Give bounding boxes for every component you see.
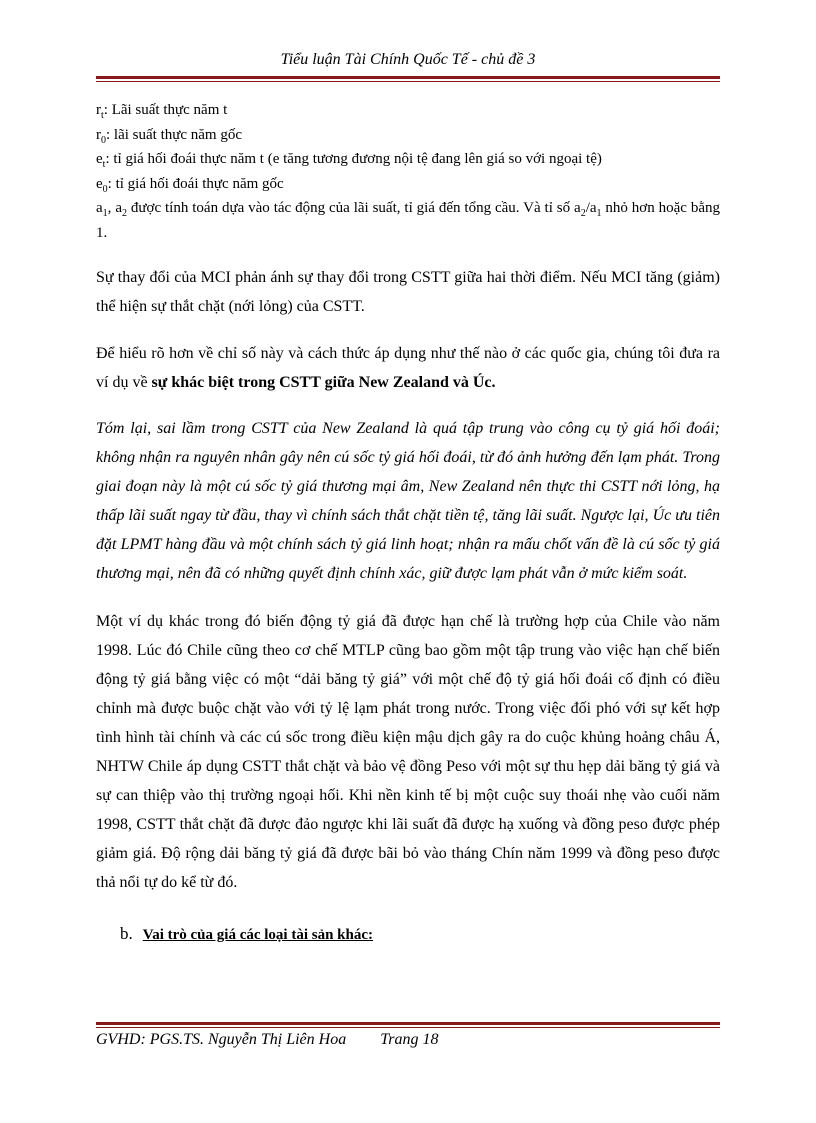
paragraph-summary: Tóm lại, sai lầm trong CSTT của New Zealand là quá tập trung vào công cụ tỷ giá hối đoái; không nhận ra nguyên nhân gây nên cú sốc tỷ giá hối đoái, từ đó ảnh hưởng đến lạm phát. Trong giai đoạn này là một cú sốc tỷ giá thương mại âm, New Zealand nên thực thi CSTT nới lỏng, hạ thấp lãi suất ngay từ đầu, thay vì chính sách thắt chặt tiền tệ, tăng lãi suất. Ngược lại, Úc ưu tiên đặt LPMT hàng đầu và một chính sách tỷ giá linh hoạt; nhận ra mấu chốt vấn đề là cú sốc tỷ giá thương mại, nên đã có những quyết định chính xác, giữ được lạm phát vẫn ở mức kiểm soát. (96, 420, 720, 582)
section-b-heading (96, 921, 720, 948)
subscript: t (102, 159, 106, 170)
definition-text: : tỉ giá hối đoái thực năm t (e tăng tương đương nội tệ đang lên giá so với ngoại tệ) (105, 151, 602, 167)
subscript: 2 (122, 208, 127, 219)
paragraph-chile: Một ví dụ khác trong đó biến động tỷ giá đã được hạn chế là trường hợp của Chile vào năm 1998. Lúc đó Chile cũng theo cơ chế MTLP cũng bao gồm một tập trung vào việc hạn chế biến động tỷ giá bằng việc có một “dải băng tỷ giá” với một chế độ tỷ giá hối đoái cố định có điều chỉnh mà được buộc chặt vào với tỷ lệ lạm phát trong nước. Trong việc đối phó với sự kết hợp tình hình tài chính và các cú sốc trong điều kiện mậu dịch gây ra do cuộc khủng hoảng châu Á, NHTW Chile áp dụng CSTT thắt chặt và bảo vệ đồng Peso với một sự thu hẹp dải băng tỷ giá và sự can thiệp vào thị trường ngoại hối. Khi nền kinh tế bị một cuộc suy thoái nhẹ vào cuối năm 1998, CSTT thắt chặt đã được đảo ngược khi lãi suất đã được hạ xuống và đồng peso được phép giảm giá. Độ rộng dải băng tỷ giá đã được bãi bỏ vào tháng Chín năm 1999 và đồng peso được thả nổi tự do kể từ đó. (96, 613, 720, 891)
page-content (96, 101, 720, 948)
section-title: Vai trò của giá các loại tài sản khác: (142, 927, 374, 943)
header-rule (96, 76, 720, 82)
symbol: a (115, 200, 122, 216)
separator: , (107, 200, 116, 216)
header-rule-thin (96, 81, 720, 82)
definition-text: được tính toán dựa vào tác động của lãi suất, tỉ giá đến tổng cầu. Và tỉ số a (127, 200, 581, 216)
definition-r0 (96, 126, 720, 151)
symbol: r (96, 102, 101, 118)
symbol: e (96, 151, 103, 167)
symbol: e (96, 175, 103, 192)
paragraph-example-intro (96, 339, 720, 397)
footer-advisor: GVHD: PGS.TS. Nguyễn Thị Liên Hoa (96, 1031, 347, 1048)
definition-et (96, 150, 720, 175)
header-rule-thick (96, 76, 720, 79)
subscript: 0 (102, 183, 108, 195)
definition-e0 (96, 175, 720, 200)
symbol: r (96, 126, 101, 143)
ratio-slash: /a (585, 200, 597, 216)
definition-weights (96, 199, 720, 243)
page-footer (96, 1030, 438, 1050)
definition-text: nhỏ hơn hoặc bằng 1. (96, 200, 721, 241)
definition-text: : lãi suất thực năm gốc (106, 126, 243, 143)
definition-text: : tỉ giá hối đoái thực năm gốc (107, 175, 284, 192)
definition-rt (96, 101, 720, 126)
footer-rule (96, 1022, 720, 1028)
definition-text: : Lãi suất thực năm t (103, 102, 228, 118)
subscript: 1 (102, 208, 108, 219)
paragraph-mci-change: Sự thay đổi của MCI phản ánh sự thay đổi trong CSTT giữa hai thời điểm. Nếu MCI tăng (giảm) thể hiện sự thắt chặt (nới lỏng) của CSTT. (96, 269, 720, 315)
page-number: Trang 18 (380, 1031, 439, 1048)
variable-definitions (96, 101, 720, 243)
footer-rule-thin (96, 1027, 720, 1028)
section-letter: b. (120, 924, 133, 943)
footer-rule-thick (96, 1022, 720, 1025)
intro-bold-text: sự khác biệt trong CSTT giữa New Zealand và Úc. (151, 374, 496, 391)
subscript: 1 (596, 208, 602, 219)
symbol: a (96, 200, 103, 216)
subscript: t (101, 110, 104, 121)
intro-text: Để hiểu rõ hơn về chỉ số này và cách thức áp dụng như thế nào ở các quốc gia, chúng tôi đưa ra ví dụ về (96, 345, 720, 391)
subscript: 0 (101, 134, 106, 146)
page-header-title: Tiểu luận Tài Chính Quốc Tế - chủ đề 3 (280, 51, 536, 68)
subscript: 2 (580, 208, 586, 219)
